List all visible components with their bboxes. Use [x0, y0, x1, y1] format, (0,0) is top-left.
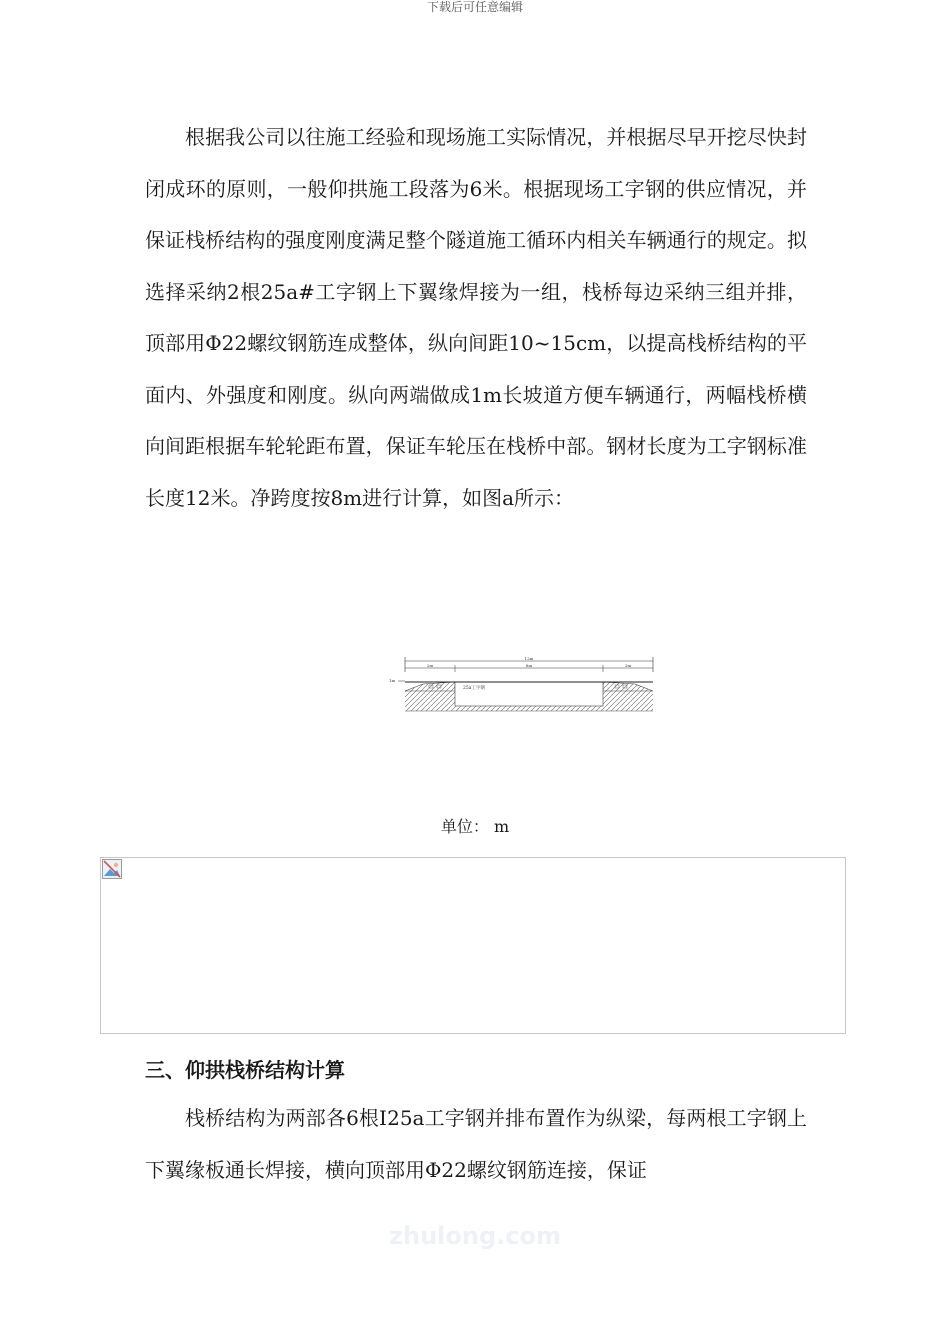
left-ramp-label: 2m — [426, 663, 434, 668]
body-paragraph-2: 栈桥结构为两部各6根Ⅰ25a工字钢并排布置作为纵梁，每两根工字钢上下翼缘板通长焊接，横向顶部用Φ22螺纹钢筋连接，保证 — [145, 1106, 807, 1182]
right-ramp-label: 2m — [624, 663, 632, 668]
watermark: zhulong.com — [389, 1222, 561, 1250]
height-label: 1m — [389, 678, 396, 683]
total-length-label: 12m — [524, 656, 534, 661]
header-note: 下载后可任意编辑 — [426, 0, 523, 14]
trestle-diagram — [385, 652, 660, 717]
broken-image-frame — [100, 857, 846, 1034]
unit-caption: 单位： m — [440, 817, 510, 836]
center-span-label: 8m — [525, 663, 533, 668]
broken-image-icon — [102, 859, 122, 879]
beam-label: 25a工字钢 — [463, 686, 485, 691]
section-heading: 三、仰拱栈桥结构计算 — [145, 1058, 345, 1082]
body-paragraph-1: 根据我公司以往施工经验和现场施工实际情况，并根据尽早开挖尽快封闭成环的原则，一般仰拱施工段落为6米。根据现场工字钢的供应情况，并保证栈桥结构的强度刚度满足整个隧道施工循环内相关车辆通行的规定。拟选择采纳2根25a#工字钢上下翼缘焊接为一组，栈桥每边采纳三组并排，顶部用Φ22螺纹钢筋连成整体，纵向间距10~15cm，以提高栈桥结构的平面内、外强度和刚度。纵向两端做成1m长坡道方便车辆通行，两幅栈桥横向间距根据车轮轮距布置，保证车轮压在栈桥中部。钢材长度为工字钢标准长度12米。净跨度按8m进行计算，如图a所示： — [145, 125, 807, 510]
